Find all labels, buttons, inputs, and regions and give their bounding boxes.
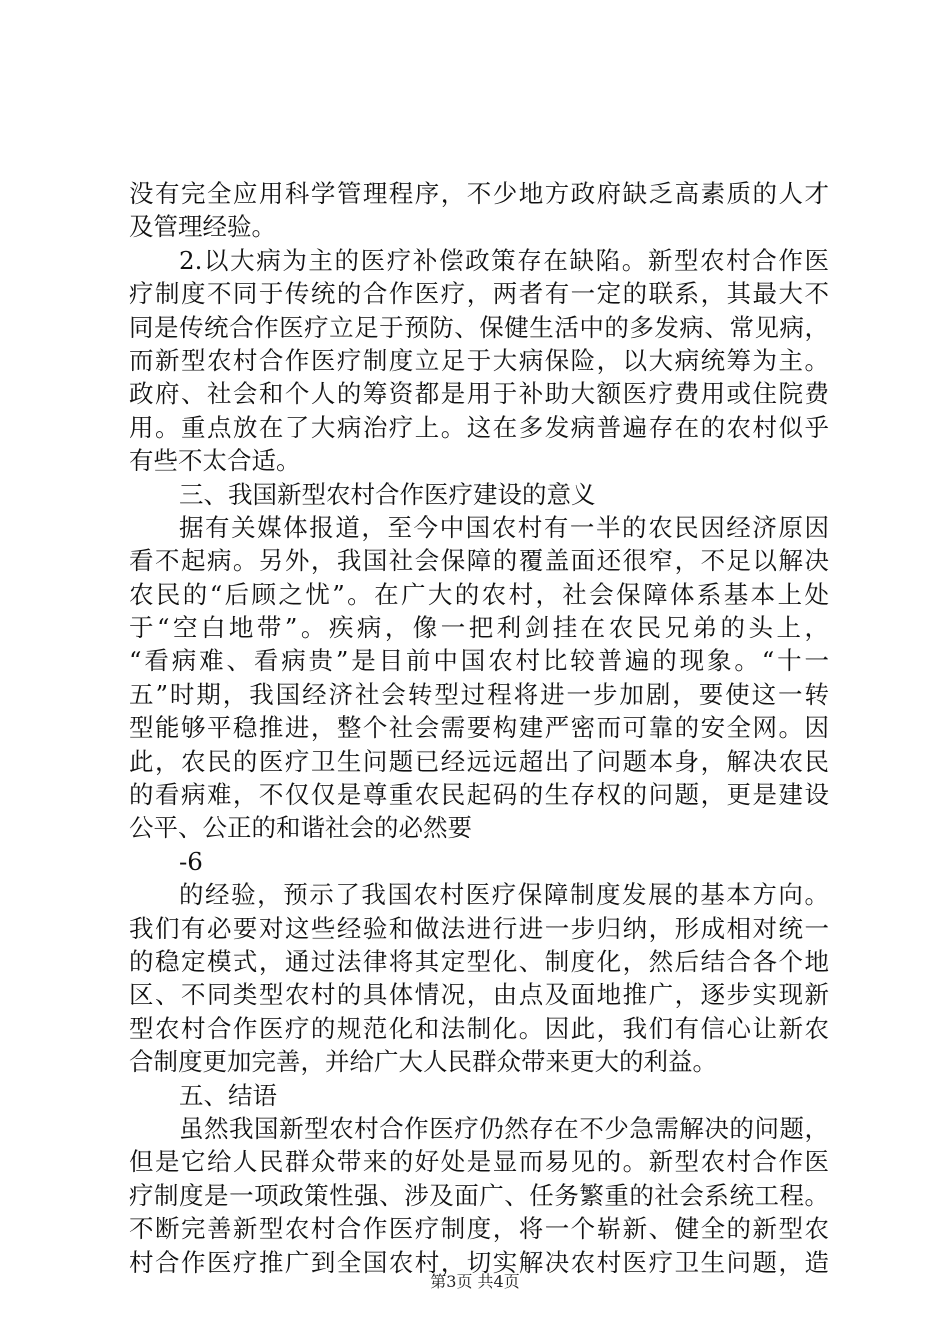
text-line: 疗制度是一项政策性强、涉及面广、任务繁重的社会系统工程。 — [129, 1180, 829, 1210]
text-line: 型能够平稳推进，整个社会需要构建严密而可靠的安全网。因 — [129, 713, 829, 743]
text-line: 村合作医疗推广到全国农村，切实解决农村医疗卫生问题，造 — [129, 1247, 829, 1277]
text-line: 于“空白地带”。疾病，像一把利剑挂在农民兄弟的头上， — [129, 613, 829, 643]
text-line: 有些不太合适。 — [129, 446, 301, 476]
text-line: 同是传统合作医疗立足于预防、保健生活中的多发病、常见病， — [129, 312, 829, 342]
section-heading: 三、我国新型农村合作医疗建设的意义 — [179, 479, 596, 509]
text-line: 的看病难，不仅仅是尊重农民起码的生存权的问题，更是建设 — [129, 780, 829, 810]
text-line: 不断完善新型农村合作医疗制度，将一个崭新、健全的新型农 — [129, 1214, 829, 1244]
text-line: 的经验，预示了我国农村医疗保障制度发展的基本方向。 — [179, 880, 829, 910]
text-line: 虽然我国新型农村合作医疗仍然存在不少急需解决的问题， — [179, 1113, 829, 1143]
text-line: 看不起病。另外，我国社会保障的覆盖面还很窄，不足以解决 — [129, 546, 829, 576]
text-line: 及管理经验。 — [129, 212, 276, 242]
page-marker: -6 — [179, 846, 203, 876]
text-line: 公平、公正的和谐社会的必然要 — [129, 813, 472, 843]
text-line: 2.以大病为主的医疗补偿政策存在缺陷。新型农村合作医 — [179, 245, 829, 275]
document-body — [129, 177, 829, 1279]
section-heading: 五、结语 — [179, 1080, 277, 1110]
text-line: 用。重点放在了大病治疗上。这在多发病普遍存在的农村似乎 — [129, 412, 829, 442]
text-line: 而新型农村合作医疗制度立足于大病保险，以大病统筹为主。 — [129, 345, 829, 375]
text-line: 区、不同类型农村的具体情况，由点及面地推广，逐步实现新 — [129, 980, 829, 1010]
text-line: 没有完全应用科学管理程序，不少地方政府缺乏高素质的人才 — [129, 179, 829, 208]
text-line: 农民的“后顾之忧”。在广大的农村，社会保障体系基本上处 — [129, 579, 829, 609]
page-footer: 第3页 共4页 — [430, 1272, 520, 1291]
text-line: 疗制度不同于传统的合作医疗，两者有一定的联系，其最大不 — [129, 279, 829, 309]
text-line: 据有关媒体报道，至今中国农村有一半的农民因经济原因 — [179, 512, 829, 542]
text-line: 的稳定模式，通过法律将其定型化、制度化，然后结合各个地 — [129, 946, 829, 976]
text-line: 型农村合作医疗的规范化和法制化。因此，我们有信心让新农 — [129, 1013, 829, 1043]
text-line: “看病难、看病贵”是目前中国农村比较普遍的现象。“十一 — [129, 646, 829, 676]
text-line: 合制度更加完善，并给广大人民群众带来更大的利益。 — [129, 1047, 717, 1077]
text-line: 我们有必要对这些经验和做法进行进一步归纳，形成相对统一 — [129, 913, 829, 943]
text-line: 政府、社会和个人的筹资都是用于补助大额医疗费用或住院费 — [129, 379, 829, 409]
text-line: 此，农民的医疗卫生问题已经远远超出了问题本身，解决农民 — [129, 746, 829, 776]
text-line: 五”时期，我国经济社会转型过程将进一步加剧，要使这一转 — [129, 679, 829, 709]
text-line: 但是它给人民群众带来的好处是显而易见的。新型农村合作医 — [129, 1147, 829, 1177]
